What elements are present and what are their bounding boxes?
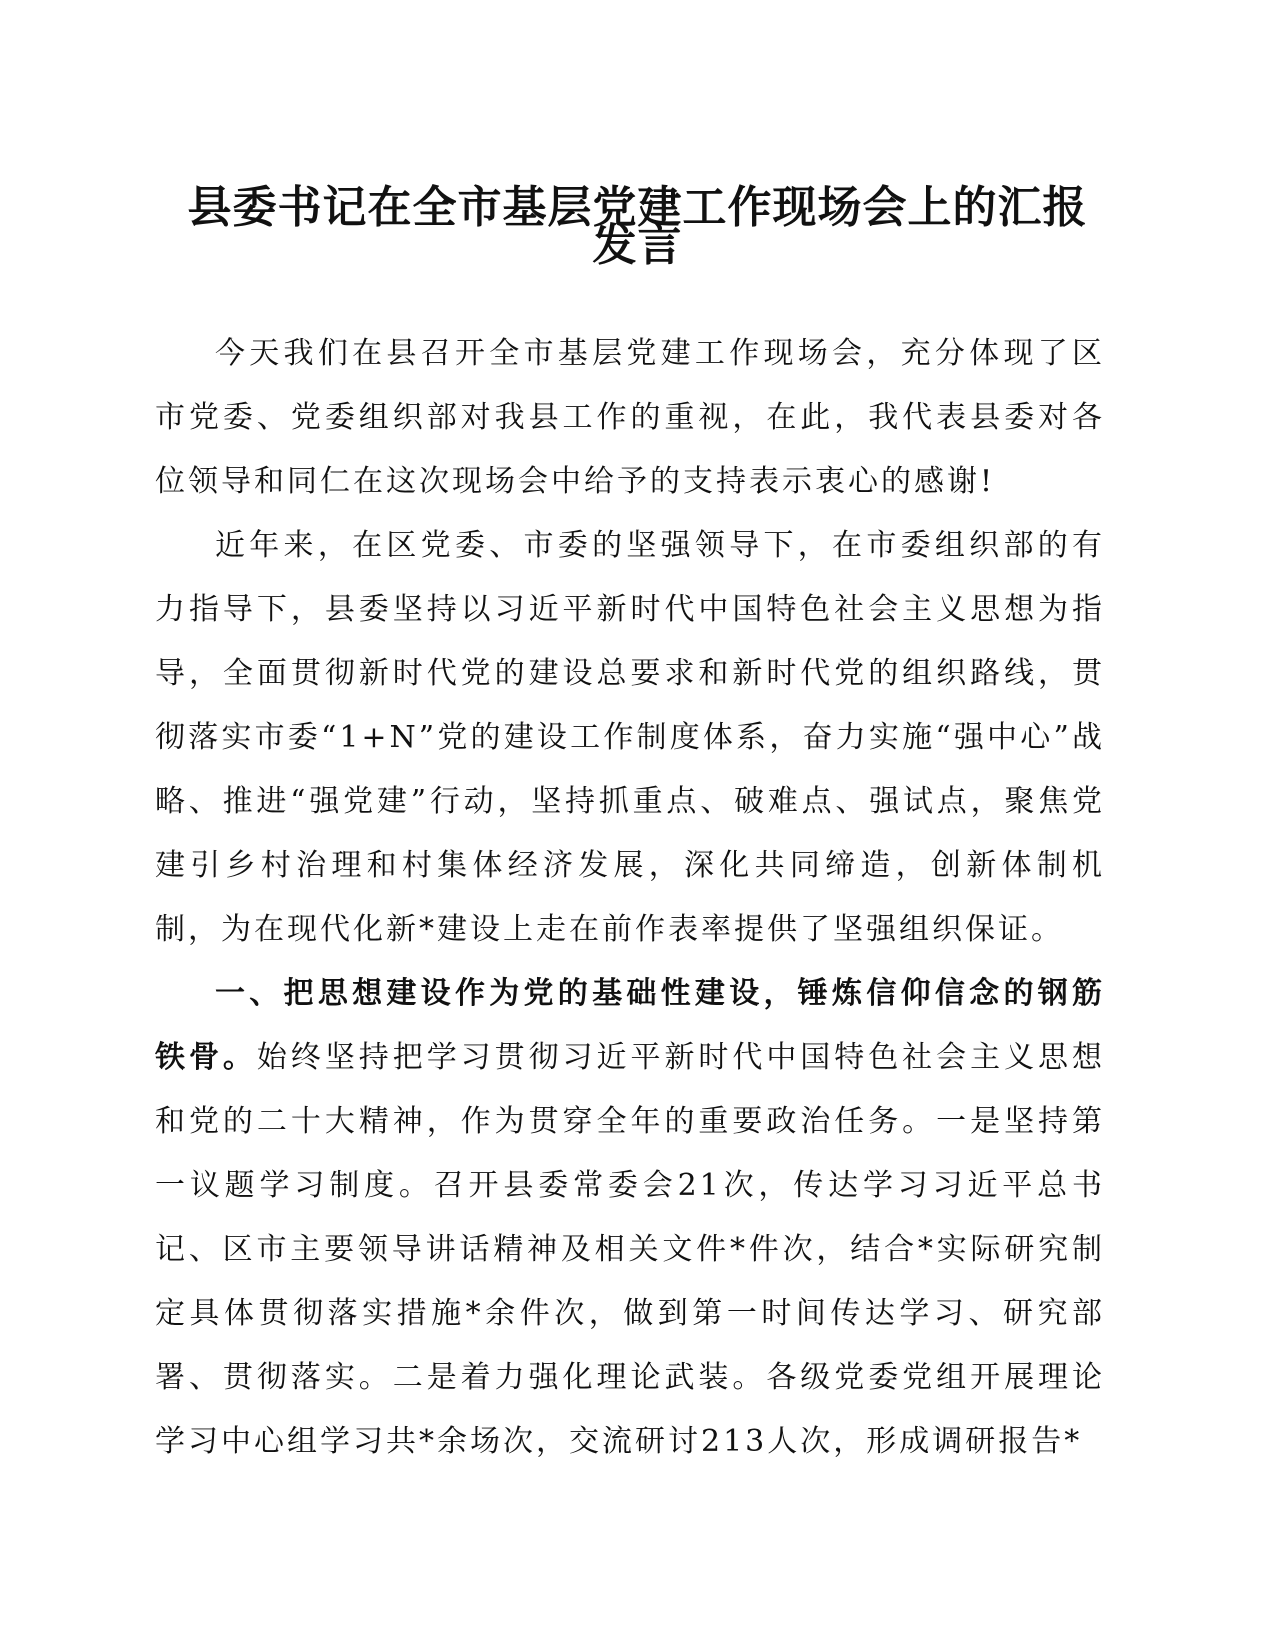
section1-text: 始终坚持把学习贯彻习近平新时代中国特色社会主义思想和党的二十大精神，作为贯穿全年的重要政治任务。一是坚持第一议题学习制度。召开县委常委会21次，传达学习习近平总书记、区市主要领导讲话精神及相关文件*件次，结合*实际研究制定具体贯彻落实措施*余件次，做到第一时间传达学习、研究部署、贯彻落实。二是着力强化理论武装。各级党委党组开展理论学习中心组学习共*余场次，交流研讨213人次，形成调研报告* bbox=[155, 1040, 1106, 1459]
section1-heading: 一、把思想建设作为党的基础性建设，锤炼信仰信念的钢筋铁骨。 bbox=[155, 976, 1105, 1075]
paragraph-overview: 近年来，在区党委、市委的坚强领导下，在市委组织部的有力指导下，县委坚持以习近平新时代中国特色社会主义思想为指导，全面贯彻新时代党的建设总要求和新时代党的组织路线，贯彻落实市委“1+N”党的建设工作制度体系，奋力实施“强中心”战略、推进“强党建”行动，坚持抓重点、破难点、强试点，聚焦党建引乡村治理和村集体经济发展，深化共同缔造，创新体制机制，为在现代化新*建设上走在前作表率提供了坚强组织保证。 bbox=[155, 528, 1105, 947]
document-title-line2: 发言 bbox=[592, 220, 683, 271]
paragraph-section1 bbox=[155, 962, 1105, 1474]
paragraph-opening: 今天我们在县召开全市基层党建工作现场会，充分体现了区市党委、党委组织部对我县工作的重视，在此，我代表县委对各位领导和同仁在这次现场会中给予的支持表示衷心的感谢! bbox=[155, 336, 1105, 499]
document-body bbox=[155, 322, 1105, 1474]
document-title-line1: 县委书记在全市基层党建工作现场会上的汇报 bbox=[187, 182, 1088, 233]
